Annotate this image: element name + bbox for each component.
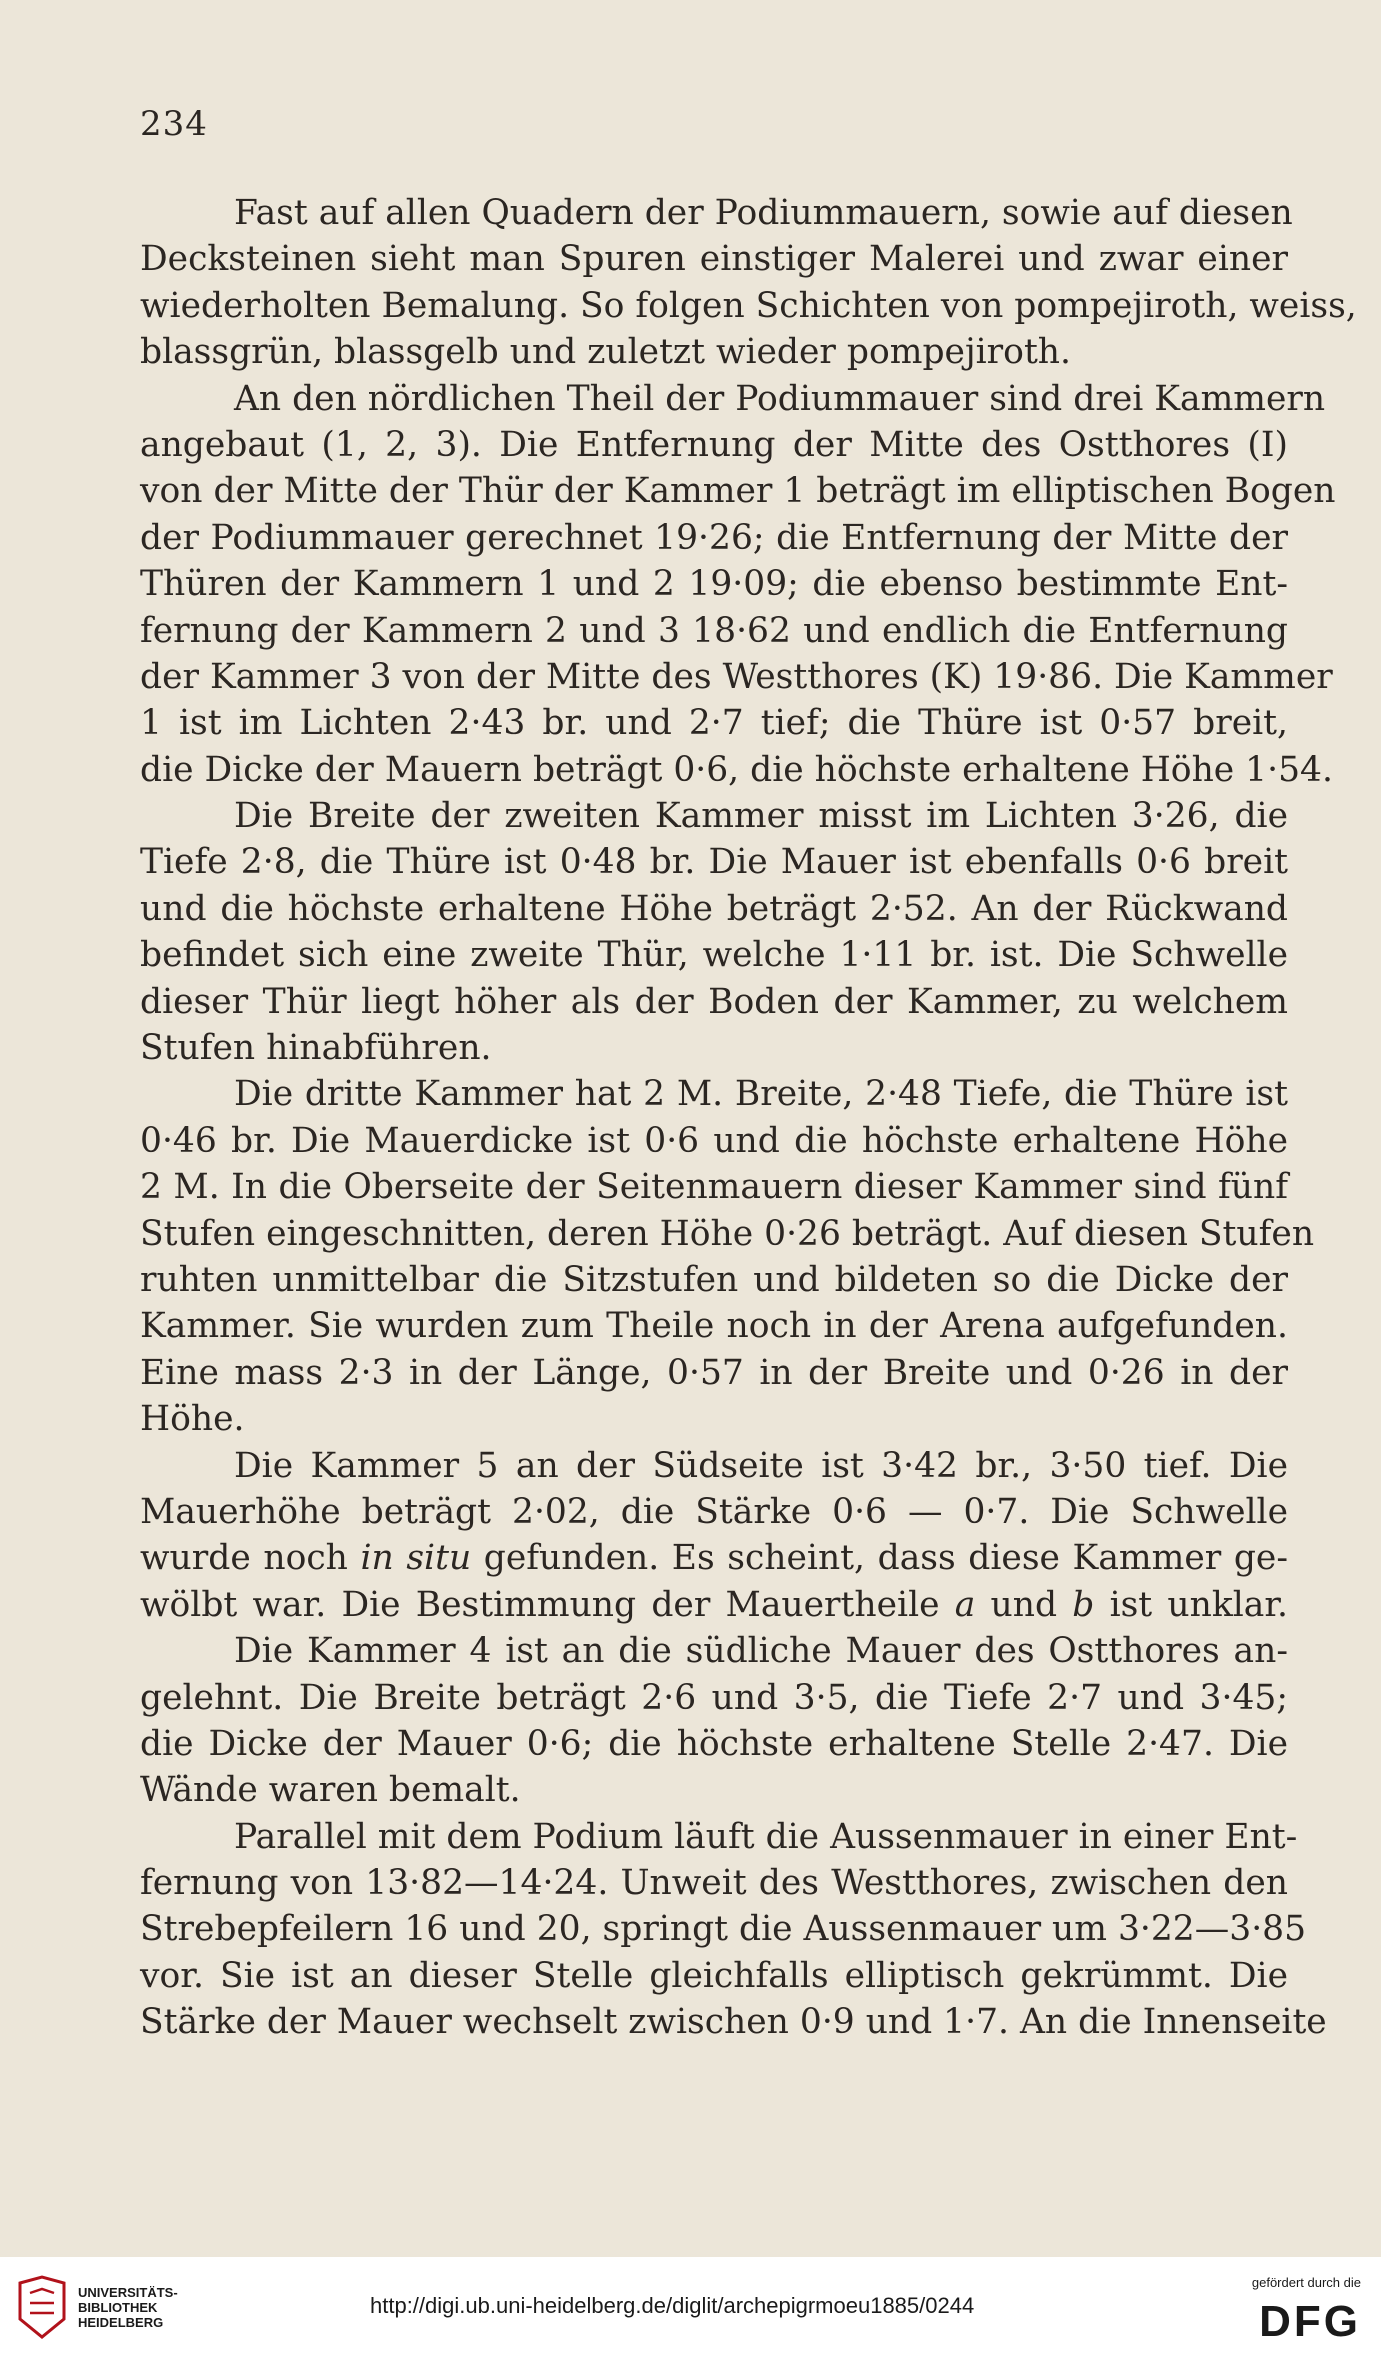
text-line: 1 ist im Lichten 2·43 br. und 2·7 tief; die Thüre ist 0·57 breit, [140, 703, 1288, 744]
text-line: Wände waren bemalt. [140, 1770, 521, 1811]
text-line: Höhe. [140, 1399, 245, 1440]
text-line: Die Kammer 5 an der Südseite ist 3·42 br., 3·50 tief. Die [234, 1445, 1288, 1486]
text-line: befindet sich eine zweite Thür, welche 1·11 br. ist. Die Schwelle [140, 935, 1288, 976]
text-line: die Dicke der Mauer 0·6; die höchste erhaltene Stelle 2·47. Die [140, 1723, 1288, 1764]
permalink-url[interactable]: http://digi.ub.uni-heidelberg.de/diglit/archepigrmoeu1885/0244 [370, 2293, 975, 2318]
text-line [140, 1582, 1288, 1628]
text-run: wurde noch [140, 1538, 361, 1579]
text-line: 0·46 br. Die Mauerdicke ist 0·6 und die höchste erhaltene Höhe [140, 1120, 1288, 1161]
dfg-logo: DFG [1259, 2297, 1361, 2346]
text-line: Thüren der Kammern 1 und 2 19·09; die ebenso bestimmte Ent- [140, 564, 1288, 605]
text-line: dieser Thür liegt höher als der Boden der Kammer, zu welchem [140, 981, 1288, 1022]
text-line: Tiefe 2·8, die Thüre ist 0·48 br. Die Mauer ist ebenfalls 0·6 breit [140, 842, 1288, 883]
text-line: und die höchste erhaltene Höhe beträgt 2·52. An der Rückwand [140, 888, 1288, 929]
text-line: wiederholten Bemalung. So folgen Schichten von pompejiroth, weiss, [140, 285, 1357, 326]
text-line: der Kammer 3 von der Mitte des Westthores (K) 19·86. Die Kammer [140, 656, 1333, 697]
text-line: der Podiummauer gerechnet 19·26; die Entfernung der Mitte der [140, 517, 1288, 558]
text-line: Die Breite der zweiten Kammer misst im Lichten 3·26, die [234, 796, 1288, 837]
italic-term: a [954, 1584, 976, 1625]
text-line: Parallel mit dem Podium läuft die Aussenmauer in einer Ent- [234, 1816, 1298, 1857]
text-line: 2 M. In die Oberseite der Seitenmauern dieser Kammer sind fünf [140, 1167, 1288, 1208]
text-line: ruhten unmittelbar die Sitzstufen und bildeten so die Dicke der [140, 1259, 1288, 1300]
page-number: 234 [140, 104, 208, 144]
text-run: ist unklar. [1094, 1584, 1288, 1625]
university-library-logo-icon [14, 2275, 70, 2341]
text-line: fernung von 13·82—14·24. Unweit des Westthores, zwischen den [140, 1863, 1288, 1904]
italic-term: in situ [360, 1538, 472, 1579]
text-line: Stärke der Mauer wechselt zwischen 0·9 und 1·7. An die Innenseite [140, 2002, 1327, 2043]
text-line: von der Mitte der Thür der Kammer 1 beträgt im elliptischen Bogen [140, 471, 1336, 512]
text-run: und [975, 1584, 1073, 1625]
text-line: Fast auf allen Quadern der Podiummauern, sowie auf diesen [234, 193, 1293, 233]
text-line: Die Kammer 4 ist an die südliche Mauer des Ostthores an- [234, 1631, 1288, 1672]
text-line: Kammer. Sie wurden zum Theile noch in der Arena aufgefunden. [140, 1306, 1288, 1347]
text-line: fernung der Kammern 2 und 3 18·62 und endlich die Entfernung [140, 610, 1288, 651]
text-line: Stufen eingeschnitten, deren Höhe 0·26 beträgt. Auf diesen Stufen [140, 1213, 1315, 1254]
text-line: vor. Sie ist an dieser Stelle gleichfalls elliptisch gekrümmt. Die [140, 1955, 1288, 1996]
text-run: wölbt war. Die Bestimmung der Mauertheile [140, 1584, 955, 1625]
sponsor-text: gefördert durch die [1251, 2275, 1361, 2290]
library-name-line: BIBLIOTHEK [78, 2300, 158, 2315]
text-line: blassgrün, blassgelb und zuletzt wieder pompejiroth. [140, 332, 1071, 373]
text-run: gefunden. Es scheint, dass diese Kammer ge- [471, 1538, 1288, 1579]
library-name-line: HEIDELBERG [78, 2315, 164, 2330]
body-text [140, 190, 1357, 2046]
text-line: An den nördlichen Theil der Podiummauer sind drei Kammern [234, 378, 1326, 419]
library-name [78, 2285, 178, 2330]
text-line [140, 1535, 1288, 1581]
text-line: Mauerhöhe beträgt 2·02, die Stärke 0·6 — 0·7. Die Schwelle [140, 1491, 1288, 1532]
text-line: die Dicke der Mauern beträgt 0·6, die höchste erhaltene Höhe 1·54. [140, 749, 1333, 790]
text-line: Decksteinen sieht man Spuren einstiger Malerei und zwar einer [140, 239, 1288, 280]
text-line: Stufen hinabführen. [140, 1028, 492, 1069]
text-line: gelehnt. Die Breite beträgt 2·6 und 3·5, die Tiefe 2·7 und 3·45; [140, 1677, 1288, 1718]
footer-bar [0, 2257, 1381, 2359]
text-line: Die dritte Kammer hat 2 M. Breite, 2·48 Tiefe, die Thüre ist [234, 1074, 1288, 1115]
text-line: Eine mass 2·3 in der Länge, 0·57 in der Breite und 0·26 in der [140, 1352, 1288, 1393]
italic-term: b [1072, 1584, 1095, 1625]
library-name-line: UNIVERSITÄTS- [78, 2285, 178, 2300]
text-line: Strebepfeilern 16 und 20, springt die Aussenmauer um 3·22—3·85 [140, 1909, 1307, 1950]
text-line: angebaut (1, 2, 3). Die Entfernung der Mitte des Ostthores (I) [140, 424, 1288, 465]
